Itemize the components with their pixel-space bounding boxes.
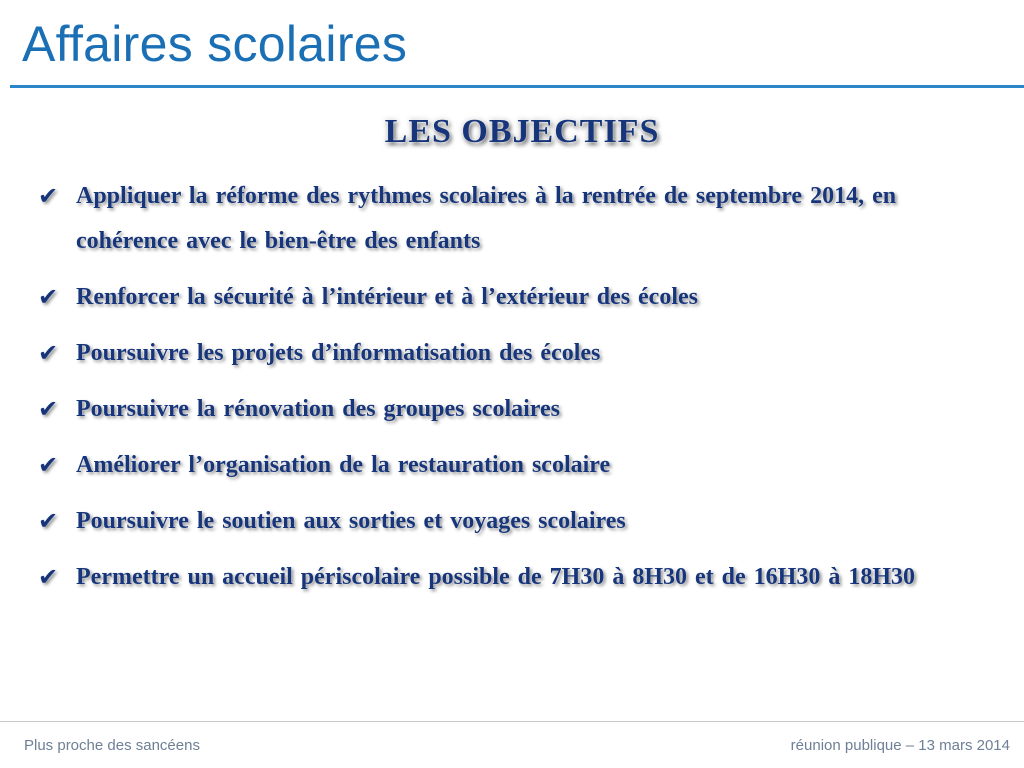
section-heading: LES OBJECTIFS: [384, 113, 660, 150]
objective-item: [32, 443, 932, 488]
footer-divider: [0, 721, 1024, 722]
objective-text: Améliorer l’organisation de la restauration scolaire: [76, 452, 611, 478]
objective-text: Permettre un accueil périscolaire possible de 7H30 à 8H30 et de 16H30 à 18H30: [76, 564, 915, 590]
objective-item: [32, 387, 932, 432]
slide-title: Affaires scolaires: [22, 16, 408, 72]
objective-item: [32, 275, 932, 320]
objectives-list: [32, 174, 932, 611]
checkmark-icon: ✔: [38, 563, 59, 591]
objective-text: Poursuivre le soutien aux sorties et voyages scolaires: [76, 508, 626, 534]
footer-event-date: réunion publique – 13 mars 2014: [790, 737, 1010, 754]
checkmark-icon: ✔: [38, 339, 59, 367]
checkmark-icon: ✔: [38, 451, 59, 479]
objective-item: [32, 331, 932, 376]
checkmark-icon: ✔: [38, 395, 59, 423]
checkmark-icon: ✔: [38, 283, 59, 311]
objective-text: Appliquer la réforme des rythmes scolaires à la rentrée de septembre 2014, en cohérence avec le bien-être des enfants: [76, 183, 897, 254]
footer-tagline: Plus proche des sancéens: [24, 737, 200, 754]
objective-item: [32, 555, 932, 600]
objective-item: [32, 174, 932, 264]
title-divider: [10, 85, 1024, 88]
checkmark-icon: ✔: [38, 507, 59, 535]
objective-text: Poursuivre les projets d’informatisation des écoles: [76, 340, 601, 366]
objective-item: [32, 499, 932, 544]
checkmark-icon: ✔: [38, 182, 59, 210]
objective-text: Renforcer la sécurité à l’intérieur et à l’extérieur des écoles: [76, 284, 698, 310]
objective-text: Poursuivre la rénovation des groupes scolaires: [76, 396, 560, 422]
